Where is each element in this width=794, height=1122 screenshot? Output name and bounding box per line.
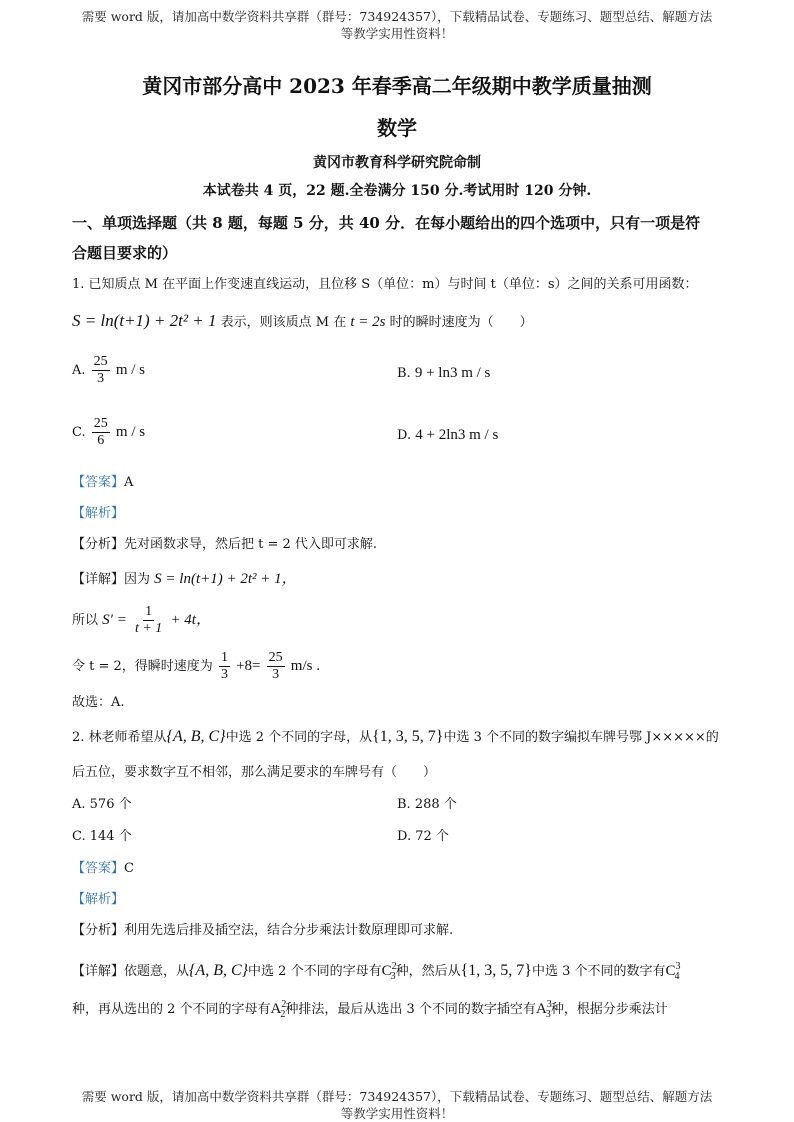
q1-detail-line1 (72, 570, 297, 589)
q2-fenxi (72, 922, 453, 940)
issuer: 黄冈市教育科学研究院命制 (313, 155, 481, 171)
option-c-label: C. (72, 425, 86, 440)
bottom-notice (0, 1088, 794, 1122)
section-heading-line1: 一、单项选择题（共 8 题，每题 5 分，共 40 分．在每小题给出的四个选项中，只有一项是符 (72, 214, 701, 232)
q2-stem-part: 中选 2 个不同的字母，从 (225, 730, 373, 745)
option-a-fraction (92, 354, 110, 387)
derivative-rest: + 4t， (170, 612, 211, 628)
permutation-symbol: A (535, 1001, 547, 1017)
q1-option-b (397, 364, 490, 383)
q1-answer (72, 474, 133, 492)
fraction-denominator: 6 (97, 433, 105, 448)
exam-info: 本试卷共 4 页，22 题.全卷满分 150 分.考试用时 120 分钟. (202, 183, 592, 199)
option-b-text: 9 + ln3 m / s (414, 365, 491, 381)
q2-detail-line1 (72, 958, 680, 986)
option-c-fraction (92, 416, 110, 449)
q2-detail-line2 (72, 996, 668, 1024)
option-c-unit: m / s (115, 424, 146, 440)
letters-set: {A, B, C} (166, 728, 226, 745)
option-a-label: A. (72, 363, 86, 378)
answer-tag: 【答案】 (72, 475, 125, 490)
fraction-numerator: 25 (93, 354, 108, 369)
top-notice-line1: 需要 word 版，请加高中数学资料共享群（群号：734924357），下载精品试卷、专题练习、题型总结、解题方法 (81, 9, 713, 24)
q2-option-d: D. 72 个 (397, 829, 449, 844)
fraction-numerator: 1 (145, 604, 153, 619)
fraction-numerator: 1 (220, 650, 228, 665)
speed-fraction-1 (219, 650, 230, 683)
combination-symbol: C (665, 963, 676, 979)
fraction-numerator: 25 (268, 650, 283, 665)
digits-set: {1, 3, 5, 7} (372, 728, 444, 745)
q2-stem-part: 中选 3 个不同的数字编拟车牌号鄂 J×××××的 (443, 730, 719, 745)
detail-part: 种排法，最后从选出 3 个不同的数字插空有 (285, 1002, 536, 1017)
q1-option-d (397, 426, 498, 445)
derivative-fraction (133, 604, 164, 637)
section-heading (72, 208, 732, 268)
speed-fraction-2 (267, 650, 285, 683)
section-heading-line2: 合题目要求的） (72, 244, 178, 262)
q1-stem-end: 时的瞬时速度为（ ） (389, 315, 533, 330)
fenxi-text: 利用先选后排及插空法，结合分步乘法计数原理即可求解. (124, 923, 454, 938)
q2-stem-line1 (72, 728, 719, 747)
option-a-unit: m / s (115, 362, 145, 378)
q1-option-a (72, 354, 145, 387)
answer-value: C (124, 861, 134, 876)
q1-choice: 故选：A. (72, 695, 125, 710)
speed-mid: +8= (236, 658, 261, 674)
answer-tag: 【答案】 (72, 861, 125, 876)
detail-part: 种，然后从 (395, 964, 461, 979)
q1-fenxi (72, 536, 377, 554)
fraction-denominator: 3 (220, 667, 228, 682)
permutation-a22: $A^2_2$ (270, 999, 287, 1020)
answer-value: A (124, 475, 134, 490)
letters-set: {A, B, C} (189, 962, 249, 979)
speed-unit: m/s . (290, 658, 320, 674)
digits-set: {1, 3, 5, 7} (460, 962, 532, 979)
fenxi-tag: 【分析】 (72, 923, 125, 938)
subject-title: 数学 (377, 116, 417, 140)
q1-detail-line2 (72, 604, 211, 637)
detail-part: 种，再从选出的 2 个不同的字母有 (72, 1002, 271, 1017)
option-d-text: 4 + 2ln3 m / s (415, 427, 499, 443)
detail-part: 种，根据分步乘法计 (550, 1002, 668, 1017)
permutation-a33: $A^3_3$ (535, 999, 552, 1020)
q2-option-b: B. 288 个 (397, 797, 457, 812)
q2-answer (72, 860, 134, 878)
detail-prefix: 所以 (72, 613, 99, 628)
q1-stem-line2 (72, 312, 533, 332)
q2-stem-line2: 后五位，要求数字互不相邻，那么满足要求的车牌号有（ ） (72, 765, 437, 780)
q2-option-c: C. 144 个 (72, 829, 132, 844)
combination-c43: $C^3_4$ (665, 961, 681, 982)
q1-time: t = 2s (350, 314, 386, 330)
top-notice-line2: 等教学实用性资料！ (340, 26, 454, 41)
q1-option-c (72, 416, 145, 449)
q2-option-a: A. 576 个 (72, 797, 132, 812)
fraction-denominator: t + 1 (134, 621, 163, 636)
fenxi-text: 先对函数求导，然后把 t = 2 代入即可求解. (124, 537, 378, 552)
derivative-lhs: S′ = (102, 612, 127, 628)
combination-c32: $C^2_3$ (381, 961, 397, 982)
fraction-denominator: 3 (97, 371, 105, 386)
combination-symbol: C (381, 963, 392, 979)
q1-analysis-tag: 【解析】 (72, 506, 125, 521)
bottom-notice-line2: 等教学实用性资料！ (340, 1106, 454, 1121)
detail-prefix: 因为 (124, 572, 151, 587)
fenxi-tag: 【分析】 (72, 537, 125, 552)
q1-stem-line1: 1. 已知质点 M 在平面上作变速直线运动，且位移 S（单位：m）与时间 t（单位：s）之间的关系可用函数： (72, 277, 698, 292)
q1-detail-line3 (72, 650, 320, 683)
permutation-symbol: A (270, 1001, 282, 1017)
bottom-notice-line1: 需要 word 版，请加高中数学资料共享群（群号：734924357），下载精品试卷、专题练习、题型总结、解题方法 (81, 1089, 713, 1104)
q1-formula: S = ln(t+1) + 2t² + 1 (72, 311, 217, 330)
detail-tag: 【详解】 (72, 964, 125, 979)
top-notice (0, 8, 794, 42)
option-d-label: D. (397, 428, 412, 443)
q2-stem-part: 2. 林老师希望从 (72, 730, 167, 745)
fraction-denominator: 3 (272, 667, 280, 682)
detail-part: 中选 3 个不同的数字有 (531, 964, 666, 979)
detail-prefix: 令 t = 2，得瞬时速度为 (72, 659, 213, 674)
option-b-label: B. (397, 366, 411, 381)
detail-part: 中选 2 个不同的字母有 (248, 964, 382, 979)
q1-stem-text: 表示，则该质点 M 在 (220, 315, 347, 330)
exam-title: 黄冈市部分高中 2023 年春季高二年级期中教学质量抽测 (142, 74, 652, 98)
q2-analysis-tag: 【解析】 (72, 892, 125, 907)
detail-tag: 【详解】 (72, 572, 125, 587)
detail-part: 依题意，从 (124, 964, 190, 979)
fraction-numerator: 25 (93, 416, 108, 431)
detail-formula: S = ln(t+1) + 2t² + 1， (154, 571, 297, 587)
